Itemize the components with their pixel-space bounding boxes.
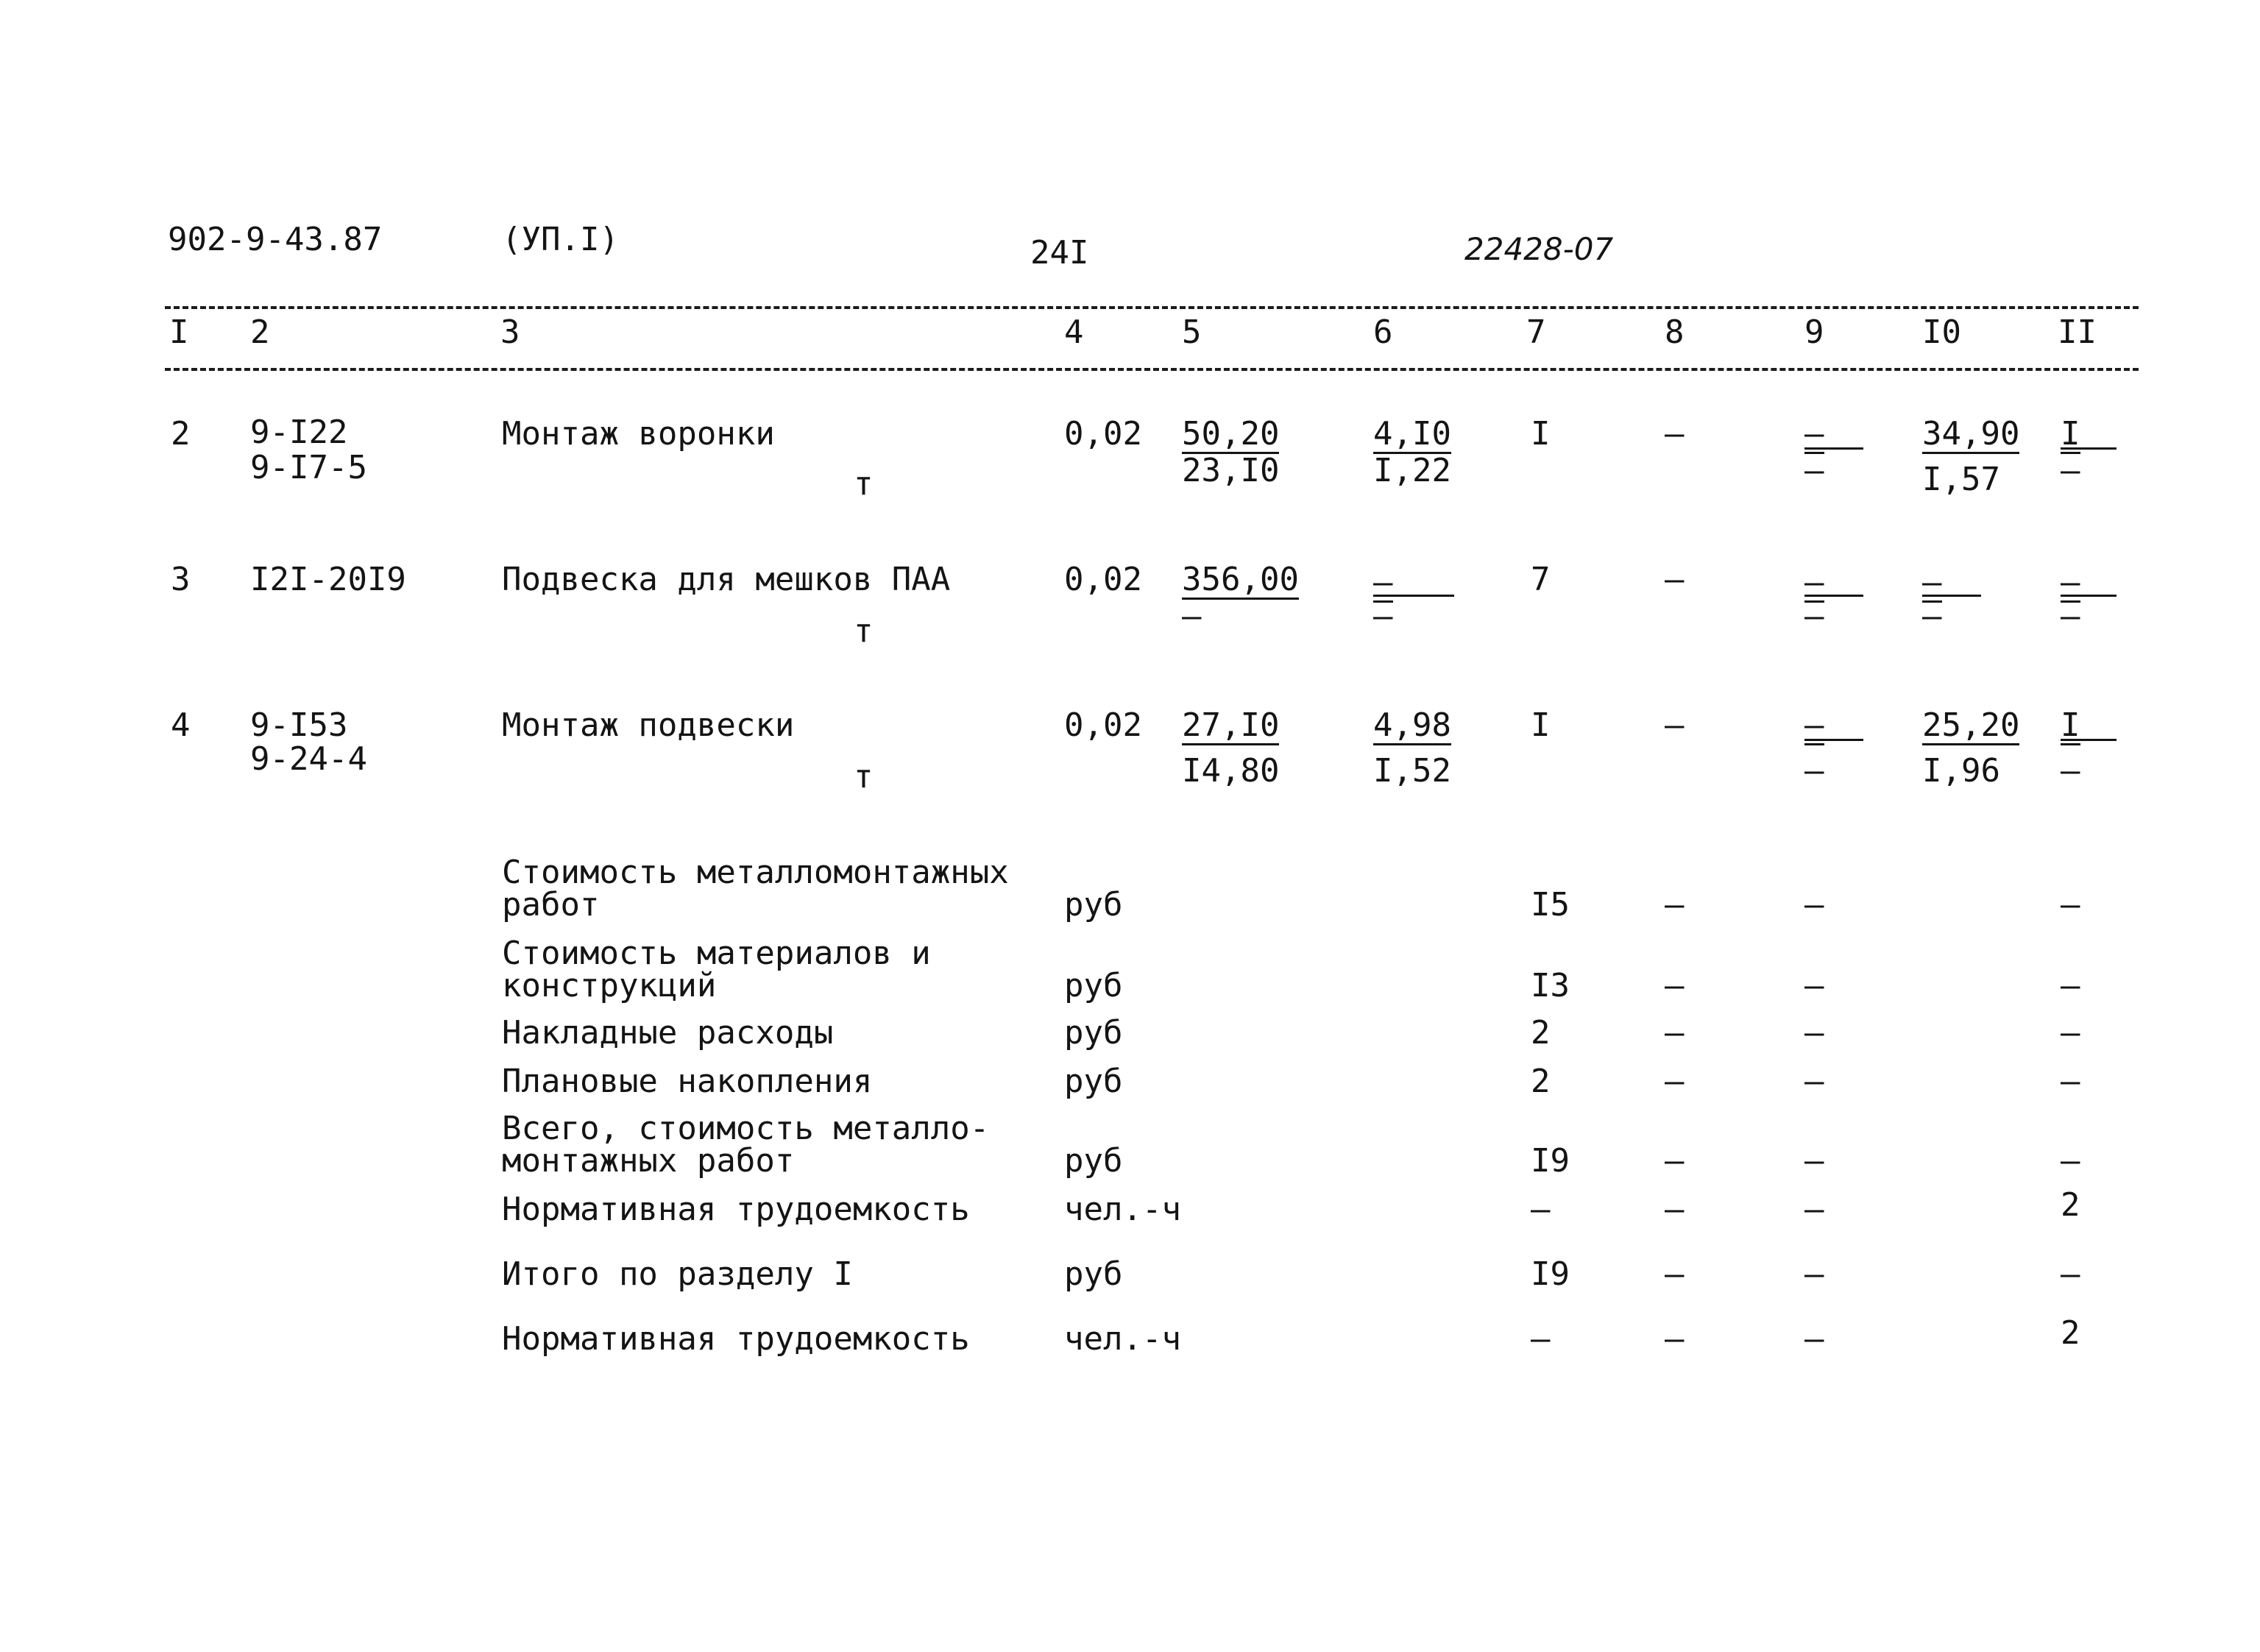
fraction-line (1373, 595, 1454, 597)
total-label: Стоимость металломонтажных (502, 854, 1009, 891)
total-label: Накладные расходы (502, 1014, 834, 1052)
column-11-value-secondary: – (2061, 598, 2080, 635)
rate-code-secondary: 9-I7-5 (250, 449, 367, 486)
column-8-value: – (1665, 967, 1685, 1004)
fraction-line (1804, 447, 1863, 450)
total-label: Итого по разделу I (502, 1255, 853, 1293)
fraction-line (2061, 447, 2116, 450)
total-cost: I (1531, 415, 1551, 453)
quantity: 0,02 (1064, 706, 1142, 744)
column-9-value: – (1804, 886, 1824, 924)
total-cost: 2 (1531, 1014, 1551, 1052)
total-label-continued: конструкций (502, 967, 717, 1004)
column-9-value: – (1804, 967, 1824, 1004)
total-unit: руб (1064, 1063, 1123, 1100)
operation-cost: 4,I0 (1373, 415, 1451, 453)
fraction-line (2061, 595, 2116, 597)
total-cost: – (1531, 1320, 1551, 1358)
column-10-value-secondary: – (1922, 598, 1942, 635)
header-top-rule (165, 306, 2139, 309)
column-10-value: 34,90 (1922, 415, 2020, 453)
fraction-line (1804, 739, 1863, 741)
column-11-value: – (2061, 564, 2080, 601)
total-unit: руб (1064, 886, 1123, 924)
total-unit: руб (1064, 1142, 1123, 1180)
total-label: Нормативная трудоемкость (502, 1191, 970, 1228)
unit-cost: 50,20 (1182, 415, 1280, 453)
unit-cost-wages: 23,I0 (1182, 452, 1280, 489)
unit: т (854, 612, 874, 650)
column-number: 3 (500, 313, 520, 351)
work-name: Подвеска для мешков ПАА (502, 561, 951, 598)
column-9-value: – (1804, 706, 1824, 744)
column-number: I (169, 313, 189, 351)
unit-cost: 356,00 (1182, 561, 1299, 598)
unit: т (854, 465, 874, 503)
total-cost: 2 (1531, 1063, 1551, 1100)
column-11-value: – (2061, 1255, 2080, 1293)
column-11-value: I (2061, 706, 2080, 744)
column-number: I0 (1922, 313, 1961, 351)
rate-code-secondary: 9-24-4 (250, 740, 367, 778)
column-9-value: – (1804, 1063, 1824, 1100)
operation-cost-wages: I,52 (1373, 752, 1451, 790)
column-11-value-secondary: – (2061, 752, 2080, 790)
column-8-value: – (1665, 1191, 1685, 1228)
column-8-value: – (1665, 1320, 1685, 1358)
work-name: Монтаж воронки (502, 415, 775, 453)
total-cost: – (1531, 1191, 1551, 1228)
column-11-value: – (2061, 1014, 2080, 1052)
column-number: 6 (1373, 313, 1393, 351)
column-number: 9 (1804, 313, 1824, 351)
header-bottom-rule (165, 368, 2139, 371)
work-name: Монтаж подвески (502, 706, 795, 744)
rate-code: 9-I22 (250, 414, 348, 451)
column-number: 7 (1526, 313, 1546, 351)
column-8-value: – (1665, 561, 1685, 598)
total-cost: I9 (1531, 1255, 1570, 1293)
quantity: 0,02 (1064, 415, 1142, 453)
column-9-value: – (1804, 1014, 1824, 1052)
total-cost: I5 (1531, 886, 1570, 924)
operation-cost-wages: – (1373, 598, 1393, 635)
total-label: Стоимость материалов и (502, 935, 931, 972)
column-8-value: – (1665, 886, 1685, 924)
quantity: 0,02 (1064, 561, 1142, 598)
column-11-value: – (2061, 1063, 2080, 1100)
column-11-value: I (2061, 415, 2080, 453)
column-9-value: – (1804, 415, 1824, 453)
total-cost: 7 (1531, 561, 1551, 598)
column-number: 2 (250, 313, 270, 351)
total-cost: I9 (1531, 1142, 1570, 1180)
operation-cost-wages: I,22 (1373, 452, 1451, 489)
column-11-value: – (2061, 967, 2080, 1004)
fraction-line (2061, 739, 2116, 741)
column-8-value: – (1665, 1063, 1685, 1100)
column-9-value: – (1804, 564, 1824, 601)
rate-code: 9-I53 (250, 706, 348, 744)
column-10-value-secondary: I,57 (1922, 461, 2000, 498)
section-label: (УП.I) (502, 221, 619, 258)
column-number: 8 (1665, 313, 1685, 351)
column-9-value: – (1804, 1142, 1824, 1180)
row-number: 3 (171, 561, 191, 598)
album-number: 22428-07 (1464, 231, 1614, 267)
column-10-value: – (1922, 564, 1942, 601)
document-code: 902-9-43.87 (168, 221, 383, 258)
rate-code: I2I-20I9 (250, 561, 406, 598)
column-10-value-secondary: I,96 (1922, 752, 2000, 790)
fraction-line (1922, 595, 1981, 597)
unit: т (854, 758, 874, 795)
column-number: 5 (1182, 313, 1202, 351)
row-number: 2 (171, 415, 191, 453)
column-8-value: – (1665, 415, 1685, 453)
column-11-value: – (2061, 886, 2080, 924)
operation-cost: – (1373, 564, 1393, 601)
total-label: Всего, стоимость металло- (502, 1110, 990, 1147)
column-8-value: – (1665, 706, 1685, 744)
column-8-value: – (1665, 1142, 1685, 1180)
column-11-value-secondary: – (2061, 452, 2080, 489)
total-unit: чел.-ч (1064, 1191, 1181, 1228)
total-unit: руб (1064, 1014, 1123, 1052)
column-number: II (2058, 313, 2097, 351)
column-8-value: – (1665, 1014, 1685, 1052)
total-cost: I (1531, 706, 1551, 744)
total-label: Нормативная трудоемкость (502, 1320, 970, 1358)
column-11-value: 2 (2061, 1314, 2080, 1352)
total-unit: руб (1064, 967, 1123, 1004)
column-11-value: 2 (2061, 1186, 2080, 1224)
operation-cost: 4,98 (1373, 706, 1451, 744)
column-9-value: – (1804, 1255, 1824, 1293)
column-10-value: 25,20 (1922, 706, 2020, 744)
unit-cost: 27,I0 (1182, 706, 1280, 744)
column-number: 4 (1064, 313, 1084, 351)
total-unit: руб (1064, 1255, 1123, 1293)
unit-cost-wages: I4,80 (1182, 752, 1280, 790)
total-label-continued: монтажных работ (502, 1142, 795, 1180)
fraction-line (1804, 595, 1863, 597)
column-9-value: – (1804, 1320, 1824, 1358)
column-9-value-secondary: – (1804, 752, 1824, 790)
total-label-continued: работ (502, 886, 600, 924)
row-number: 4 (171, 706, 191, 744)
column-9-value: – (1804, 1191, 1824, 1228)
column-8-value: – (1665, 1255, 1685, 1293)
column-9-value-secondary: – (1804, 598, 1824, 635)
total-unit: чел.-ч (1064, 1320, 1181, 1358)
page-number: 24I (1030, 234, 1089, 272)
column-11-value: – (2061, 1142, 2080, 1180)
column-9-value-secondary: – (1804, 452, 1824, 489)
total-cost: I3 (1531, 967, 1570, 1004)
total-label: Плановые накопления (502, 1063, 873, 1100)
unit-cost-wages: – (1182, 598, 1202, 635)
